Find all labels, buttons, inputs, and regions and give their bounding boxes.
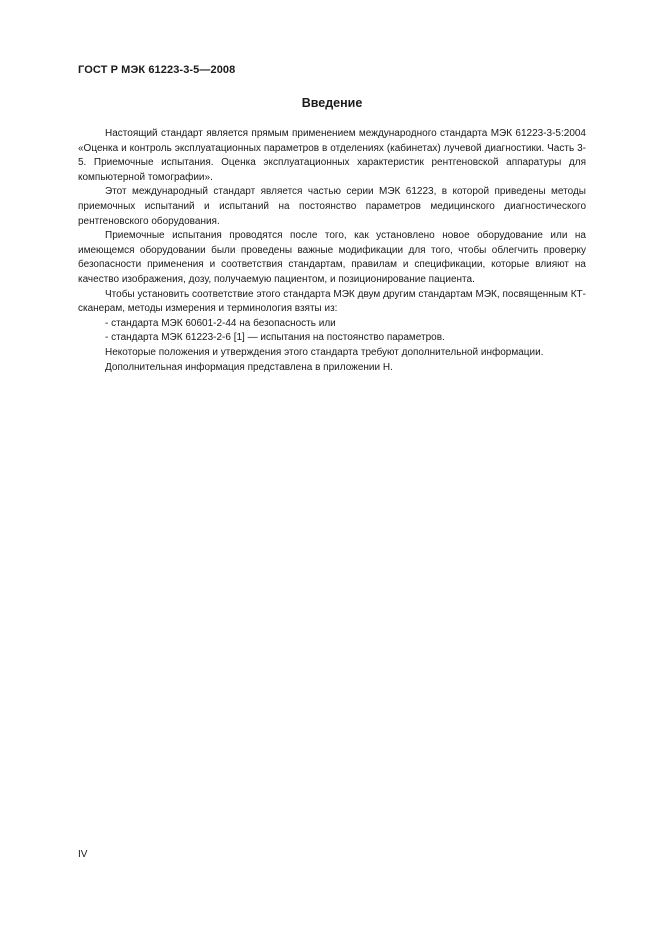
paragraph-scope: Настоящий стандарт является прямым применением международного стандарта МЭК 61223-3-5:2004 «Оценка и контроль эксплуатационных параметров в отделениях (кабинетах) лучевой диагностики. Часть 3-5. Приемочные испытания. Оценка эксплуатационных характеристик рентгеновской аппаратуры для компьютерной томографии». [78, 128, 586, 183]
list-item-constancy-standard: - стандарта МЭК 61223-2-6 [1] — испытания на постоянство параметров. [105, 332, 445, 344]
paragraph-additional-info-needed: Некоторые положения и утверждения этого стандарта требуют дополнительной информации. [105, 346, 544, 358]
body-text [78, 127, 586, 375]
page-number: IV [78, 849, 88, 860]
paragraph-annex-reference: Дополнительная информация представлена в приложении Н. [105, 361, 393, 373]
section-title: Введение [301, 96, 363, 110]
paragraph-conformity: Чтобы установить соответствие этого стандарта МЭК двум другим стандартам МЭК, посвященным КТ-сканерам, методы измерения и терминология взяты из: [78, 288, 586, 315]
paragraph-series: Этот международный стандарт является частью серии МЭК 61223, в которой приведены методы приемочных испытаний и испытаний на постоянство параметров медицинского диагностического рентгеновского оборудования. [78, 186, 586, 227]
standard-header: ГОСТ Р МЭК 61223-3-5—2008 [78, 64, 236, 76]
paragraph-acceptance-tests: Приемочные испытания проводятся после того, как установлено новое оборудование или на имеющемся оборудовании были проведены важные модификации для того, чтобы облегчить проверку безопасности применения и соответствия стандартам, правилам и спецификации, которые влияют на качество изображения, дозу, получаемую пациентом, и позиционирование пациента. [78, 230, 586, 285]
list-item-safety-standard: - стандарта МЭК 60601-2-44 на безопасность или [105, 317, 336, 329]
